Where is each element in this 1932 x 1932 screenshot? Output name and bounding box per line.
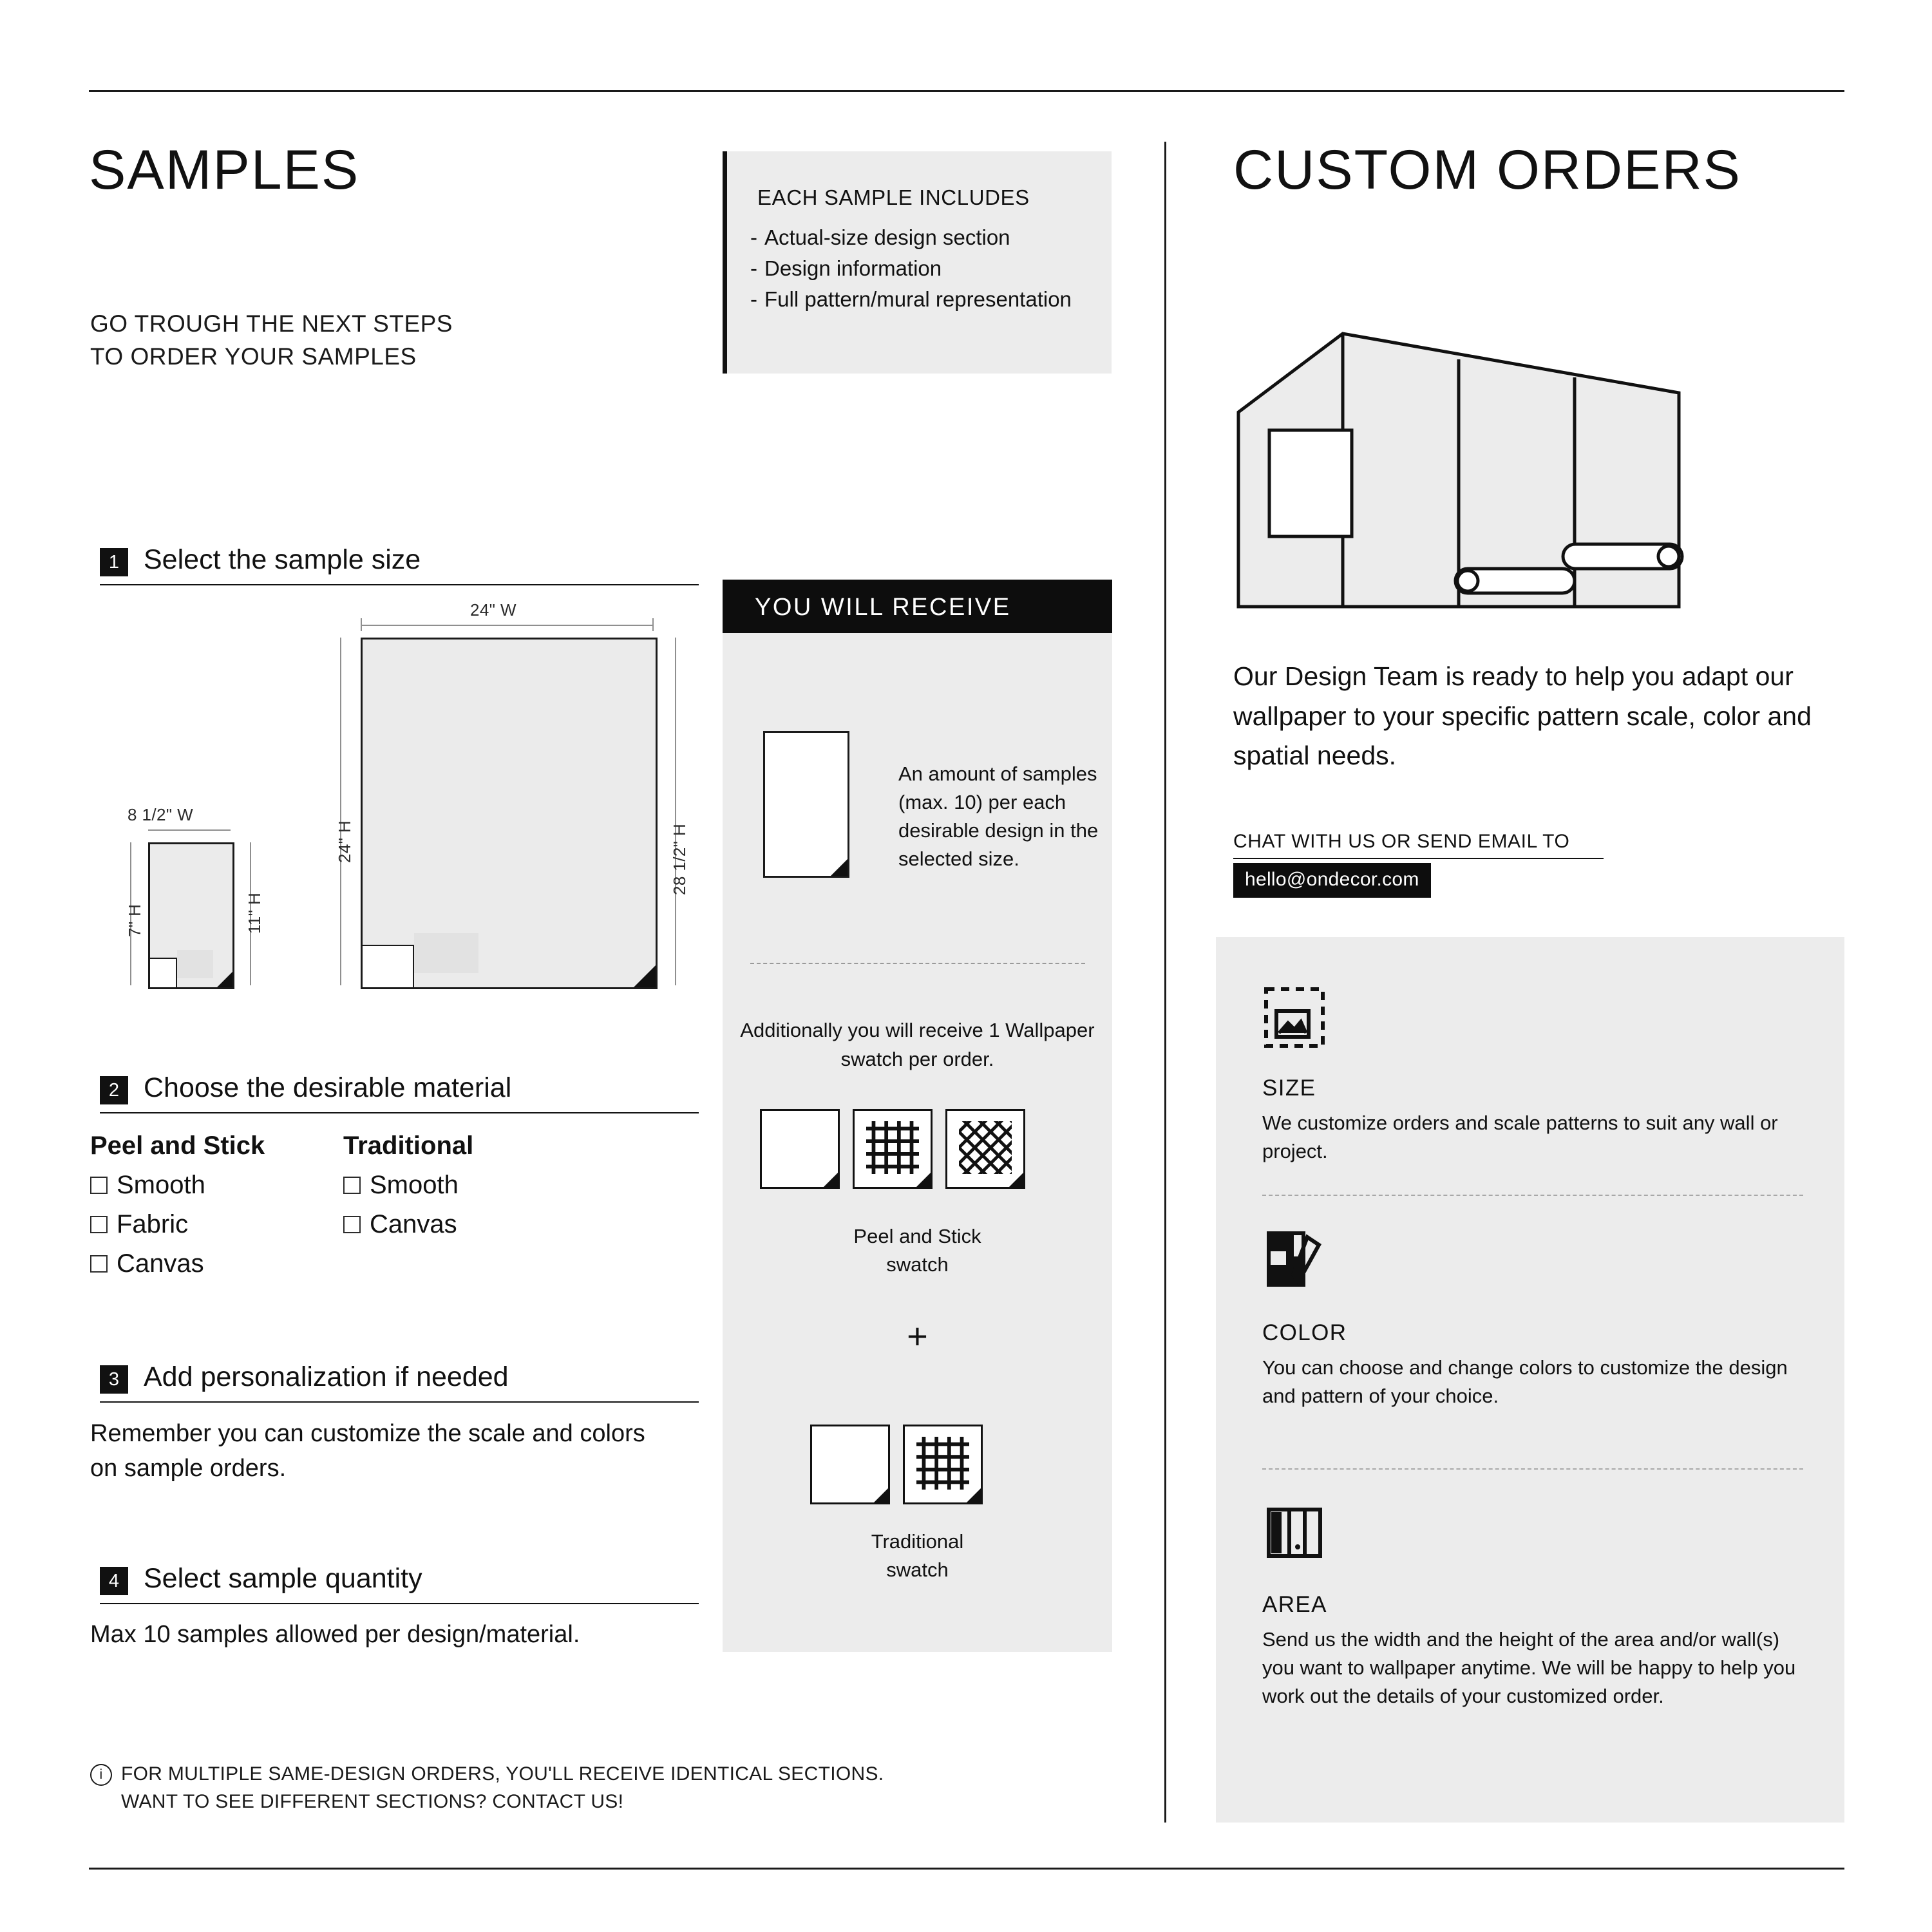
peel-and-stick-swatch-group	[760, 1109, 1025, 1189]
swatch-corner-fold-icon	[824, 1173, 838, 1187]
swatch-fabric-icon	[853, 1109, 933, 1189]
swatch-info-box	[150, 958, 177, 987]
feature-title: AREA	[1262, 1592, 1327, 1617]
feature-title: COLOR	[1262, 1320, 1347, 1345]
room-illustration	[1233, 316, 1684, 612]
checkbox-row-canvas[interactable]	[343, 1210, 594, 1239]
additional-swatch-text: Additionally you will receive 1 Wallpaper swatch per order.	[740, 1019, 1095, 1070]
bottom-divider	[89, 1868, 1844, 1870]
step-2-underline	[100, 1112, 699, 1113]
swatch-corner-fold-icon	[831, 859, 848, 876]
email-link[interactable]: hello@ondecor.com	[1233, 863, 1431, 898]
dash-marker: -	[750, 287, 757, 311]
dim-tick	[361, 618, 362, 631]
includes-item-label: Actual-size design section	[764, 225, 1010, 249]
sample-sheet-illustration	[763, 731, 849, 878]
page-title-samples: SAMPLES	[89, 139, 360, 201]
caption-line2: swatch	[886, 1253, 949, 1276]
caption-line1: Traditional	[871, 1530, 964, 1553]
caption-line2: swatch	[886, 1558, 949, 1582]
traditional-swatch-group	[810, 1425, 983, 1504]
dash-marker: -	[750, 225, 757, 249]
checkbox-icon[interactable]	[90, 1177, 108, 1194]
dim-tick	[652, 618, 654, 631]
info-icon: i	[90, 1764, 112, 1786]
step-1-label: Select the sample size	[144, 544, 421, 575]
feature-size	[1262, 1075, 1810, 1166]
feature-text: Send us the width and the height of the area and/or wall(s) you want to wallpaper anytime. We will be happy to help you work out the details of your customized order.	[1262, 1628, 1796, 1708]
swatch-pattern-box	[414, 933, 478, 973]
swatch-corner-fold-icon	[217, 972, 232, 987]
chat-underline	[1233, 858, 1604, 859]
includes-item-label: Full pattern/mural representation	[764, 287, 1072, 311]
swatch-canvas-icon	[945, 1109, 1025, 1189]
material-group-heading: Peel and Stick	[90, 1132, 265, 1160]
checkbox-icon[interactable]	[90, 1216, 108, 1233]
step-1-underline	[100, 584, 699, 585]
checkbox-label: Canvas	[370, 1210, 457, 1238]
footnote	[90, 1761, 902, 1815]
small-width-label: 8 1/2" W	[128, 805, 194, 824]
swatch-smooth-icon	[810, 1425, 890, 1504]
chat-label: CHAT WITH US OR SEND EMAIL TO	[1233, 831, 1570, 852]
wall-area-icon	[1262, 1501, 1327, 1565]
checkbox-label: Smooth	[370, 1171, 459, 1199]
wallpaper-roll-icon	[1563, 544, 1682, 569]
swatch-pattern-box	[177, 950, 213, 978]
feature-divider	[1262, 1468, 1803, 1470]
step-3-number: 3	[100, 1365, 128, 1394]
swatch-corner-fold-icon	[967, 1488, 981, 1502]
dash-marker: -	[750, 256, 757, 280]
caption-line1: Peel and Stick	[853, 1225, 981, 1247]
plus-icon: +	[907, 1316, 928, 1356]
includes-accent-bar	[723, 151, 727, 374]
checkbox-label: Canvas	[117, 1249, 204, 1278]
swatch-smooth-icon	[760, 1109, 840, 1189]
large-sample-swatch	[361, 638, 658, 989]
large-width-label: 24" W	[470, 600, 516, 620]
swatch-info-box	[363, 945, 414, 987]
step-3-label: Add personalization if needed	[144, 1361, 509, 1392]
window-shape	[1269, 430, 1352, 536]
step-2-number: 2	[100, 1076, 128, 1104]
sample-amount-text: An amount of samples (max. 10) per each desirable design in the selected size.	[898, 762, 1099, 871]
step-2-label: Choose the desirable material	[144, 1072, 512, 1103]
step-3-underline	[100, 1401, 699, 1403]
feature-color	[1262, 1320, 1810, 1410]
material-group-peel-and-stick	[90, 1132, 341, 1278]
swatch-canvas-icon	[903, 1425, 983, 1504]
list-item	[750, 222, 1098, 253]
large-height-left-label: 24" H	[335, 820, 354, 863]
swatch-corner-fold-icon	[634, 965, 656, 987]
swatch-corner-fold-icon	[916, 1173, 931, 1187]
checkbox-label: Fabric	[117, 1210, 189, 1238]
checkbox-row-canvas[interactable]	[90, 1249, 341, 1278]
crosshatch-pattern-icon	[959, 1121, 1012, 1174]
feature-text: We customize orders and scale patterns to suit any wall or project.	[1262, 1112, 1778, 1163]
checkbox-icon[interactable]	[343, 1216, 361, 1233]
small-width-dimline	[148, 829, 231, 831]
feature-area	[1262, 1592, 1810, 1710]
samples-subheading	[90, 307, 453, 373]
large-height-right-label: 28 1/2" H	[670, 823, 689, 895]
feature-text: You can choose and change colors to customize the design and pattern of your choice.	[1262, 1356, 1788, 1408]
material-group-traditional	[343, 1132, 594, 1239]
checkbox-label: Smooth	[117, 1171, 205, 1199]
includes-title: EACH SAMPLE INCLUDES	[757, 185, 1030, 209]
top-divider	[89, 90, 1844, 92]
footnote-text: FOR MULTIPLE SAME-DESIGN ORDERS, YOU'LL RECEIVE IDENTICAL SECTIONS. WANT TO SEE DIFFERENT SECTIONS? CONTACT US!	[121, 1763, 884, 1812]
page-title-custom-orders: CUSTOM ORDERS	[1233, 139, 1741, 201]
step-1-number: 1	[100, 548, 128, 576]
step-4-label: Select sample quantity	[144, 1563, 422, 1594]
you-will-receive-header	[723, 580, 1112, 633]
large-height-right-dimline	[675, 638, 676, 985]
samples-subheading-line1: GO TROUGH THE NEXT STEPS	[90, 310, 453, 337]
custom-orders-intro: Our Design Team is ready to help you adapt our wallpaper to your specific pattern scale, color and spatial needs.	[1233, 661, 1812, 770]
traditional-swatch-caption	[723, 1528, 1112, 1584]
receive-divider	[750, 963, 1085, 964]
wallpaper-roll-icon	[1455, 569, 1575, 593]
list-item	[750, 284, 1098, 315]
you-will-receive-title: YOU WILL RECEIVE	[755, 594, 1011, 621]
large-width-dimline	[361, 625, 654, 626]
step-3-text: Remember you can customize the scale and colors on sample orders.	[90, 1420, 645, 1482]
step-4-underline	[100, 1603, 699, 1604]
small-sample-swatch	[148, 842, 234, 989]
sample-size-diagram	[90, 600, 708, 1018]
peel-and-stick-swatch-caption	[723, 1222, 1112, 1279]
color-palette-icon	[1262, 1227, 1327, 1291]
feature-title: SIZE	[1262, 1075, 1316, 1101]
small-height-right-label: 11" H	[245, 892, 264, 934]
swatch-corner-fold-icon	[1009, 1173, 1023, 1187]
feature-divider	[1262, 1195, 1803, 1196]
swatch-corner-fold-icon	[874, 1488, 888, 1502]
grid-pattern-icon	[916, 1437, 969, 1490]
includes-list	[750, 222, 1098, 315]
includes-item-label: Design information	[764, 256, 942, 280]
step-4-text: Max 10 samples allowed per design/material.	[90, 1621, 580, 1648]
material-group-heading: Traditional	[343, 1132, 474, 1160]
step-4-number: 4	[100, 1567, 128, 1595]
samples-subheading-line2: TO ORDER YOUR SAMPLES	[90, 343, 417, 370]
list-item	[750, 253, 1098, 284]
large-height-left-dimline	[340, 638, 341, 985]
checkbox-row-fabric[interactable]	[90, 1210, 341, 1239]
checkbox-icon[interactable]	[343, 1177, 361, 1194]
image-frame-icon	[1262, 985, 1327, 1050]
column-divider	[1164, 142, 1166, 1823]
checkbox-row-smooth[interactable]	[90, 1171, 341, 1200]
small-height-left-label: 7" H	[125, 904, 144, 937]
grid-pattern-icon	[866, 1121, 919, 1174]
checkbox-row-smooth[interactable]	[343, 1171, 594, 1200]
checkbox-icon[interactable]	[90, 1255, 108, 1273]
